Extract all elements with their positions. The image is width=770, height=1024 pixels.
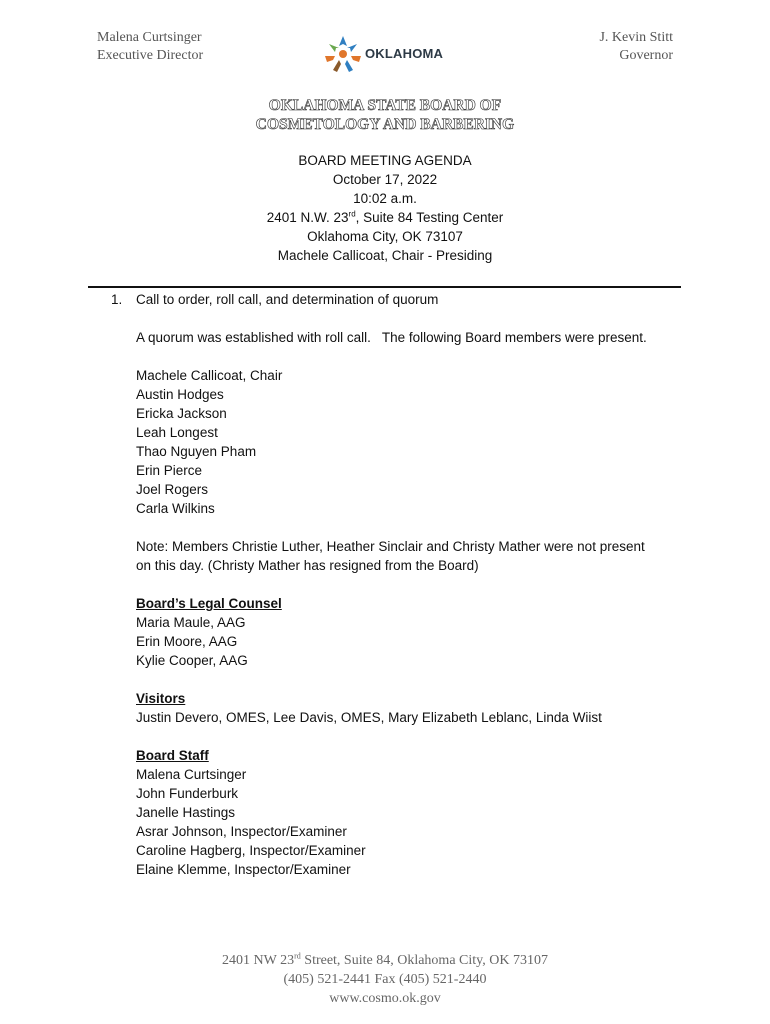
list-item: Thao Nguyen Pham [136, 444, 257, 459]
agenda-item-body [136, 290, 696, 879]
legal-counsel-heading: Board’s Legal Counsel [136, 596, 282, 611]
page-footer [0, 951, 770, 1008]
footer-website[interactable]: www.cosmo.ok.gov [329, 991, 441, 1006]
list-item: Kylie Cooper, AAG [136, 653, 248, 668]
footer-address: 2401 NW 23rd Street, Suite 84, Oklahoma City, OK 73107 [222, 951, 548, 968]
oklahoma-logo-text: OKLAHOMA [365, 46, 444, 61]
list-item: John Funderburk [136, 786, 239, 801]
list-item: Joel Rogers [136, 482, 209, 497]
list-item: Asrar Johnson, Inspector/Examiner [136, 824, 347, 839]
list-item: Leah Longest [136, 425, 218, 440]
governor-title: Governor [619, 48, 673, 63]
board-title-line2: COSMETOLOGY AND BARBERING [255, 116, 515, 133]
presiding-chair: Machele Callicoat, Chair - Presiding [277, 248, 493, 263]
quorum-statement: A quorum was established with roll call. The following Board members were present. [136, 330, 647, 345]
list-item: Erin Pierce [136, 463, 203, 478]
list-item: Maria Maule, AAG [136, 615, 246, 630]
footer-phone: (405) 521-2441 Fax (405) 521-2440 [283, 972, 487, 987]
item-title: Call to order, roll call, and determination of quorum [136, 292, 439, 307]
agenda-heading [0, 151, 770, 265]
governor-block [599, 29, 673, 65]
board-title-line1: OKLAHOMA STATE BOARD OF [268, 97, 502, 114]
list-item: Carla Wilkins [136, 501, 215, 516]
absence-note [136, 537, 696, 575]
oklahoma-logo [323, 34, 458, 74]
visitors-list: Justin Devero, OMES, Lee Davis, OMES, Mary Elizabeth Leblanc, Linda Wiist [136, 710, 602, 725]
board-title [0, 96, 770, 134]
list-item: Malena Curtsinger [136, 767, 247, 782]
absence-note-line2: on this day. (Christy Mather has resigned from the Board) [136, 558, 479, 573]
item-number: 1. [111, 292, 123, 307]
executive-director-block [97, 29, 203, 65]
meeting-date: October 17, 2022 [332, 172, 438, 187]
governor-name: J. Kevin Stitt [599, 30, 673, 45]
list-item: Caroline Hagberg, Inspector/Examiner [136, 843, 366, 858]
header-divider [88, 286, 681, 288]
meeting-address: 2401 N.W. 23rd, Suite 84 Testing Center [266, 209, 504, 225]
legal-counsel-list [136, 613, 696, 670]
board-staff-list [136, 765, 696, 879]
list-item: Ericka Jackson [136, 406, 227, 421]
meeting-city: Oklahoma City, OK 73107 [307, 229, 463, 244]
list-item: Janelle Hastings [136, 805, 236, 820]
list-item: Elaine Klemme, Inspector/Examiner [136, 862, 351, 877]
visitors-heading: Visitors [136, 691, 186, 706]
agenda-title: BOARD MEETING AGENDA [298, 153, 472, 168]
absence-note-line1: Note: Members Christie Luther, Heather Sinclair and Christy Mather were not present [136, 539, 645, 554]
list-item: Austin Hodges [136, 387, 224, 402]
meeting-time: 10:02 a.m. [353, 191, 417, 206]
board-staff-heading: Board Staff [136, 748, 209, 763]
members-present-list [136, 366, 696, 518]
oklahoma-star-icon [323, 34, 363, 74]
executive-director-title: Executive Director [97, 48, 204, 63]
executive-director-name: Malena Curtsinger [97, 30, 202, 45]
list-item: Erin Moore, AAG [136, 634, 238, 649]
list-item: Machele Callicoat, Chair [136, 368, 283, 383]
